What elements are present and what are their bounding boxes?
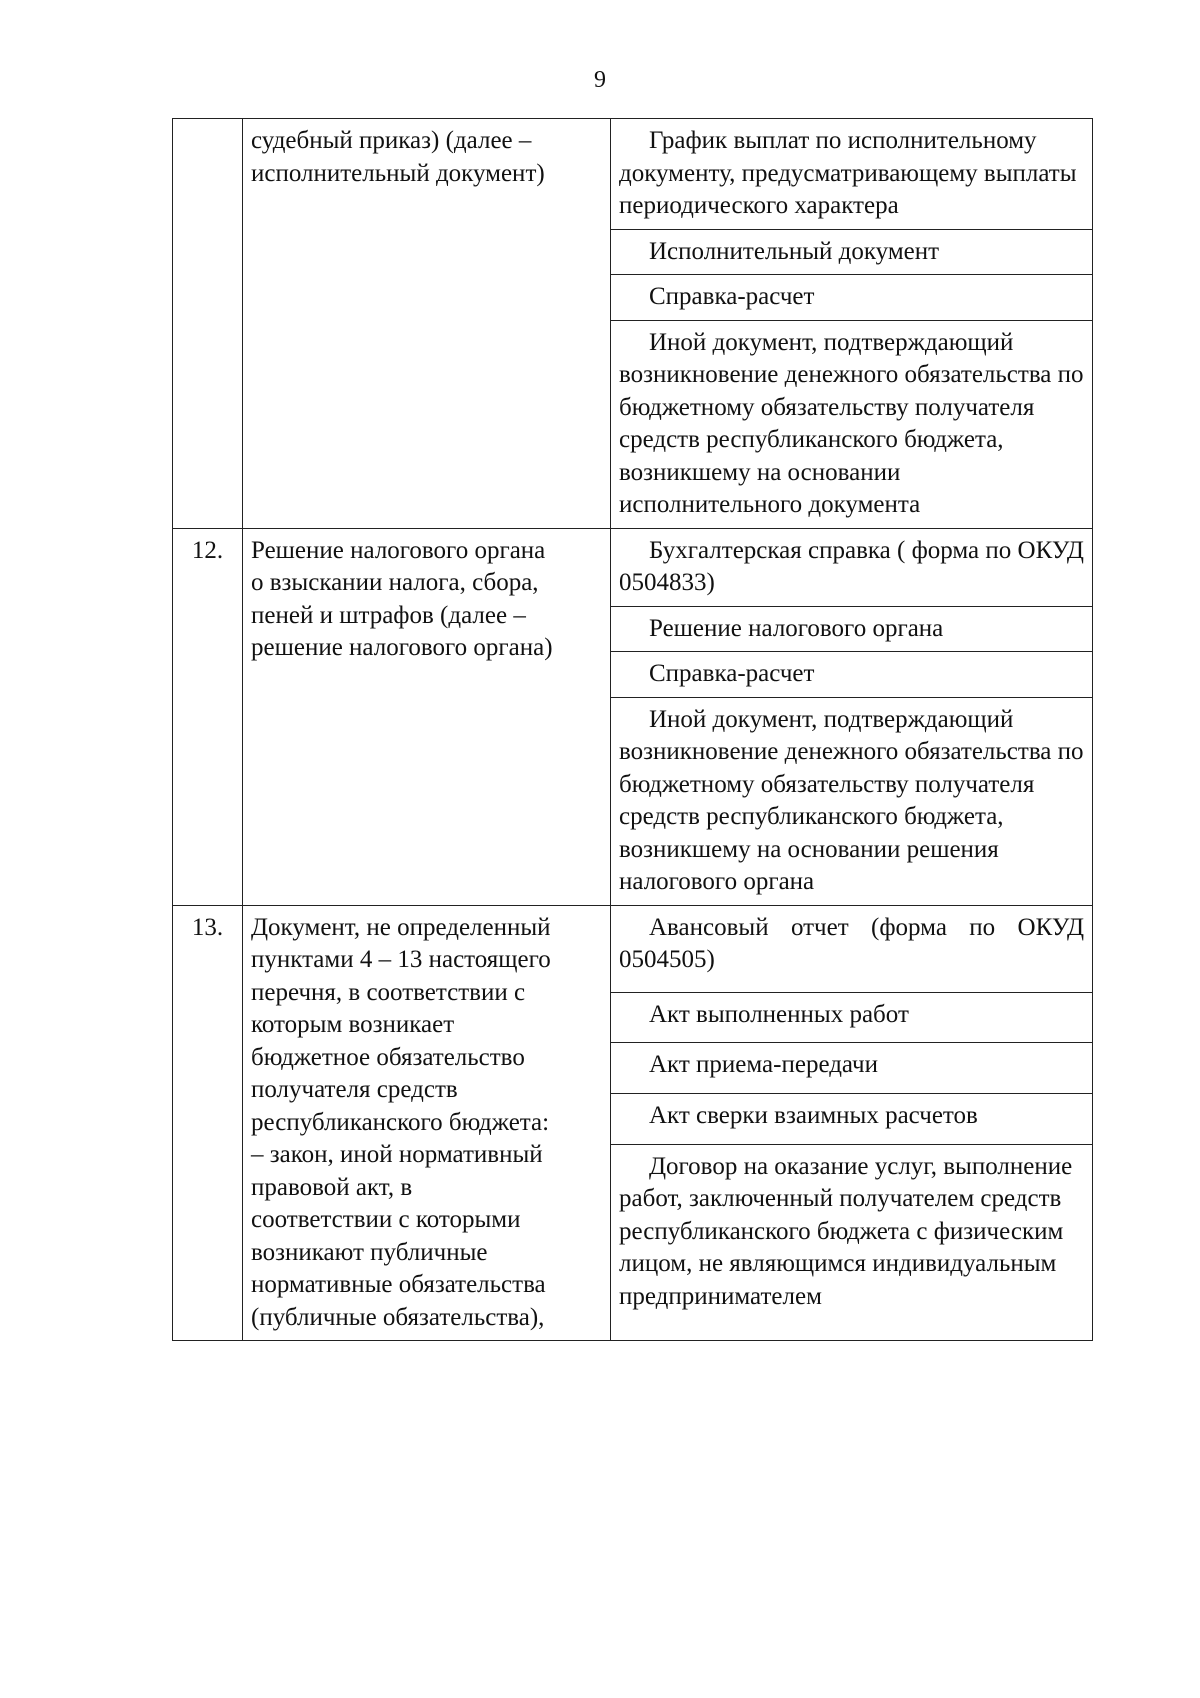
- obligation-basis-line: соответствии с которыми: [251, 1206, 521, 1233]
- row-number: 13.: [173, 905, 243, 1341]
- obligation-basis-cell: [243, 119, 611, 529]
- obligation-basis-line: судебный приказ) (далее –: [251, 127, 532, 154]
- obligation-basis-line: пунктами 4 – 13 настоящего: [251, 946, 551, 973]
- document-cell: Справка-расчет: [611, 652, 1093, 698]
- obligation-basis-cell: [243, 528, 611, 905]
- row-number: [173, 119, 243, 529]
- table-row: [173, 528, 1093, 606]
- table-row: [173, 905, 1093, 992]
- obligation-basis-line: бюджетное обязательство: [251, 1043, 525, 1071]
- obligation-basis-line: получателя средств: [251, 1076, 458, 1103]
- document-cell: Исполнительный документ: [611, 229, 1093, 275]
- document-cell: Авансовый отчет (форма по ОКУД 0504505): [611, 905, 1093, 992]
- document-cell: Акт приема-передачи: [611, 1043, 1093, 1094]
- obligation-basis-line: исполнительный документ): [251, 159, 545, 187]
- document-cell: Иной документ, подтверждающий возникновение денежного обязательства по бюджетному обязательству получателя средств республиканского бюджета, возникшему на основании решения налогового органа: [611, 697, 1093, 905]
- documents-table: [172, 118, 1093, 1341]
- obligation-basis-line: правовой акт, в: [251, 1173, 413, 1201]
- obligation-basis-line: перечня, в соответствии с: [251, 978, 526, 1006]
- obligation-basis-line: Документ, не определенный: [251, 913, 551, 941]
- obligation-basis-line: решение налогового органа): [251, 634, 553, 661]
- obligation-basis-line: – закон, иной нормативный: [251, 1141, 543, 1168]
- document-cell: Акт сверки взаимных расчетов: [611, 1094, 1093, 1145]
- row-number: 12.: [173, 528, 243, 905]
- page-number: 9: [594, 67, 606, 93]
- document-cell: Договор на оказание услуг, выполнение работ, заключенный получателем средств республиканского бюджета с физическим лицом, не являющимся индивидуальным предпринимателем: [611, 1144, 1093, 1340]
- document-cell: Иной документ, подтверждающий возникновение денежного обязательства по бюджетному обязательству получателя средств республиканского бюджета, возникшему на основании исполнительного документа: [611, 320, 1093, 528]
- document-cell: Справка-расчет: [611, 275, 1093, 321]
- document-cell: График выплат по исполнительному документу, предусматривающему выплаты периодического характера: [611, 119, 1093, 230]
- document-cell: Бухгалтерская справка ( форма по ОКУД 0504833): [611, 528, 1093, 606]
- document-cell: Решение налогового органа: [611, 606, 1093, 652]
- obligation-basis-cell: [243, 905, 611, 1341]
- obligation-basis-line: которым возникает: [251, 1011, 455, 1038]
- obligation-basis-line: Решение налогового органа: [251, 536, 546, 564]
- obligation-basis-line: нормативные обязательства: [251, 1271, 546, 1298]
- obligation-basis-line: республиканского бюджета:: [251, 1108, 550, 1136]
- obligation-basis-line: пеней и штрафов (далее –: [251, 601, 526, 629]
- table-row: [173, 119, 1093, 230]
- obligation-basis-line: (публичные обязательства),: [251, 1303, 545, 1331]
- obligation-basis-line: о взыскании налога, сбора,: [251, 569, 539, 596]
- obligation-basis-line: возникают публичные: [251, 1238, 488, 1266]
- document-cell: Акт выполненных работ: [611, 992, 1093, 1043]
